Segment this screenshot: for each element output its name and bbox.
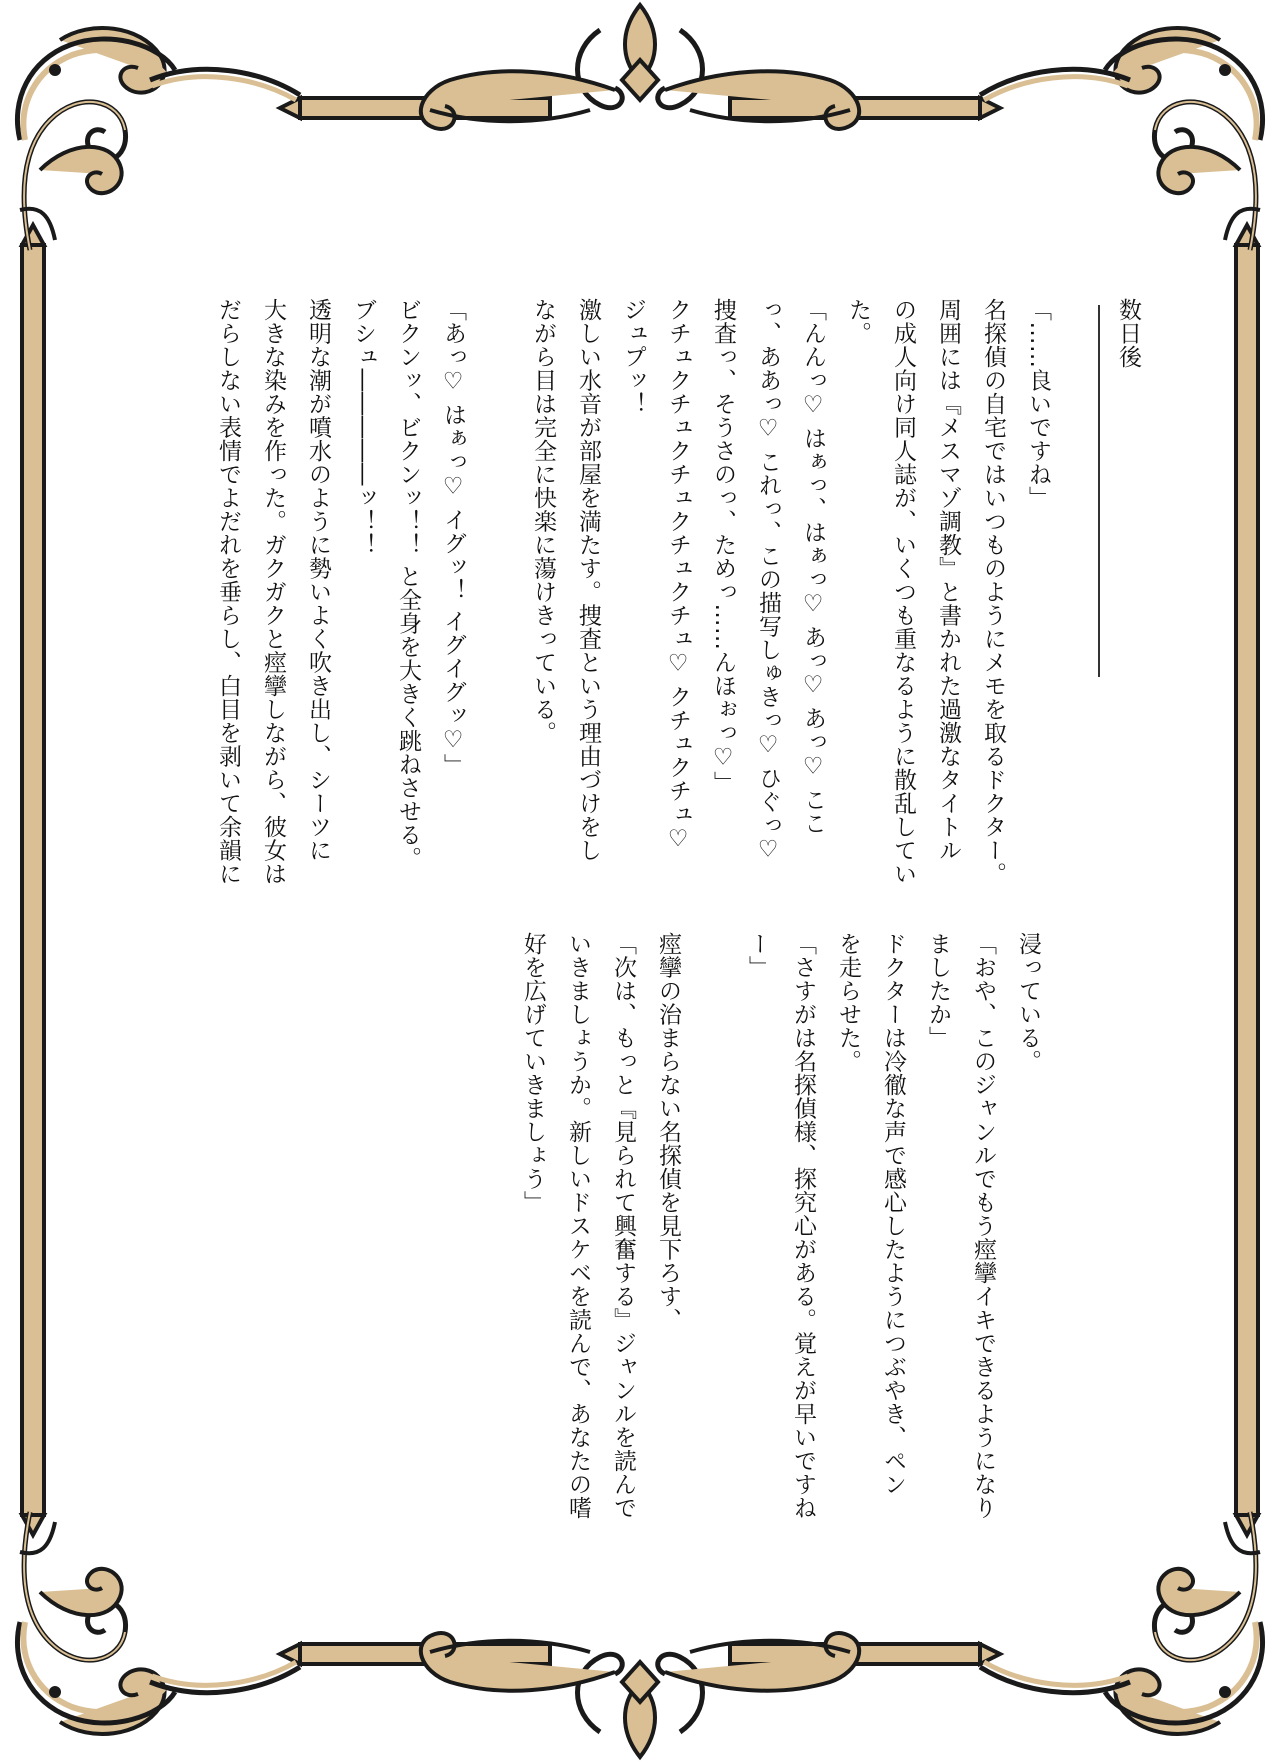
text-line: クチュクチュクチュクチュクチュ♡ クチュクチュ♡	[665, 298, 691, 853]
text-line	[475, 298, 520, 838]
text-line: た。	[845, 298, 871, 345]
text-line	[1060, 298, 1105, 838]
text-line: 周囲には『メスマゾ調教』と書かれた過激なタイトル	[935, 298, 961, 862]
text-line: ドクターは冷徹な声で感心したようにつぶやき、ペン	[880, 932, 906, 1496]
text-line: ブシュ―――――ッ！！	[350, 298, 376, 557]
text-line: 激しい水音が部屋を満たす。捜査という理由づけをし	[575, 298, 601, 862]
text-line: 「次は、もっと『見られて興奮する』ジャンルを読んで	[610, 932, 636, 1520]
text-line	[690, 932, 735, 1492]
text-line: ビクンッ、ビクンッ！！ と全身を大きく跳ねさせる。	[395, 298, 421, 870]
text-line: を走らせた。	[835, 932, 861, 1073]
upper-text-block	[205, 298, 1150, 886]
text-line: の成人向け同人誌が、いくつも重なるように散乱してい	[890, 298, 916, 886]
text-line: 痙攣の治まらない名探偵を見下ろす、	[655, 932, 681, 1332]
text-line: 「んんっ♡ はぁっ、はぁっ♡ あっ♡ あっ♡ ここ	[800, 298, 826, 835]
text-line: ながら目は完全に快楽に蕩けきっている。	[530, 298, 556, 745]
text-line: ましたか」	[925, 932, 951, 1050]
text-line: 名探偵の自宅ではいつものようにメモを取るドクター。	[980, 298, 1006, 886]
text-line: 大きな染みを作った。ガクガクと痙攣しながら、彼女は	[260, 298, 286, 886]
text-line: 「あっ♡ はぁっ♡ イグッ！ イグイグッ♡」	[440, 298, 466, 777]
text-line: ー」	[745, 932, 771, 979]
text-line: ジュプッ！	[620, 298, 646, 416]
text-line: 数日後	[1115, 298, 1141, 369]
text-line: っ、ああっ♡ これっ、この描写しゅきっ♡ ひぐっ♡	[755, 298, 781, 864]
lower-text-block	[510, 932, 1050, 1520]
text-line: いきましょうか。新しいドスケベを読んで、あなたの嗜	[565, 932, 591, 1520]
text-line: 透明な潮が噴水のように勢いよく吹き出し、シーツに	[305, 298, 331, 862]
text-line: だらしない表情でよだれを垂らし、白目を剥いて余韻に	[215, 298, 241, 886]
text-line: 「さすがは名探偵様、探究心がある。覚えが早いですね	[790, 932, 816, 1520]
text-line: 「おや、このジャンルでもう痙攣イキできるようになり	[970, 932, 996, 1520]
text-line: 浸っている。	[1015, 932, 1041, 1073]
text-line: 捜査っ、そうさのっ、ためっ……んほぉっ♡」	[710, 298, 736, 795]
text-line: 好を広げていきましょう」	[520, 932, 546, 1214]
text-line: 「……良いですね」	[1025, 298, 1051, 510]
